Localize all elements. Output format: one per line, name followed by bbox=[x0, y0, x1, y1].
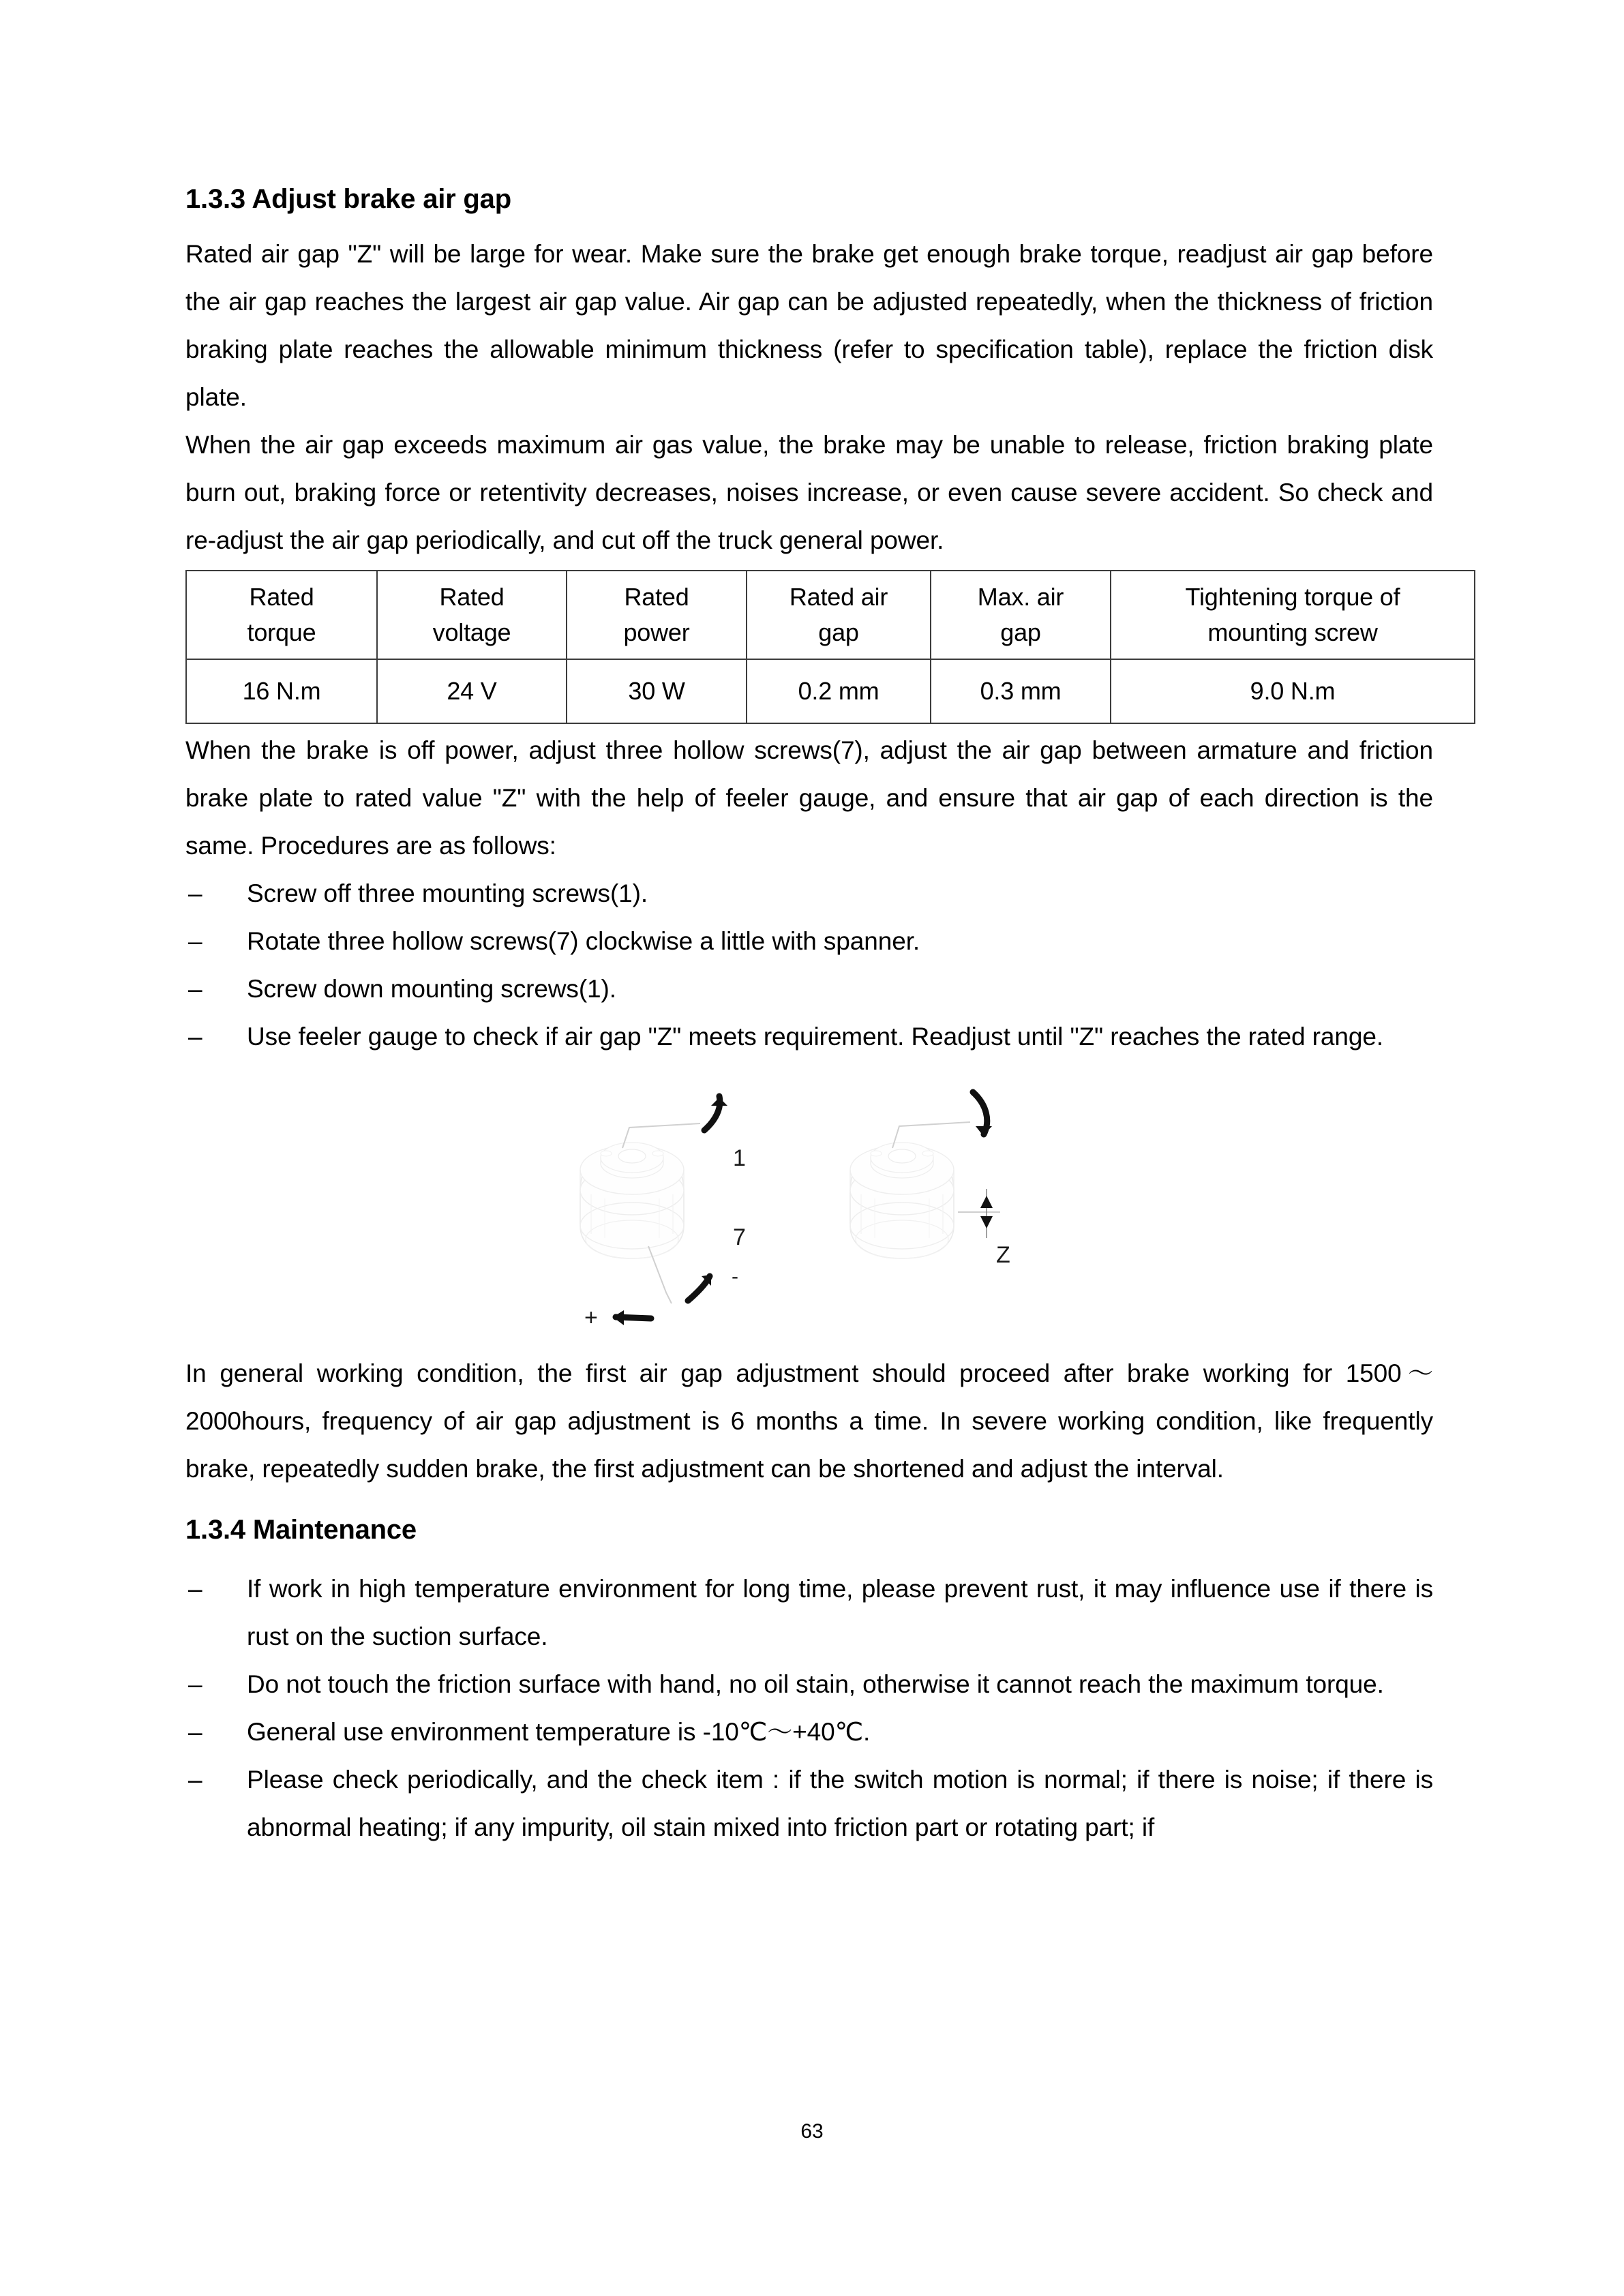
figure-label-mounting-screw: 1 bbox=[733, 1145, 746, 1171]
table-header-cell-rated-power bbox=[567, 571, 747, 659]
list-item-text: Do not touch the friction surface with hand, no oil stain, otherwise it cannot reach the maximum torque. bbox=[247, 1670, 1384, 1698]
header-line-1: Rated bbox=[249, 583, 314, 611]
list-item-text: Screw off three mounting screws(1). bbox=[247, 879, 648, 907]
bullet-dash-marker: – bbox=[188, 975, 202, 1003]
figure-inner bbox=[564, 1068, 1055, 1340]
left-brake-body bbox=[580, 1143, 684, 1258]
figure-label-hollow-screw: 7 bbox=[733, 1224, 746, 1250]
header-line-1: Rated bbox=[439, 583, 505, 611]
paragraph-air-gap-exceeds: When the air gap exceeds maximum air gas value, the brake may be unable to release, friction braking plate burn out, braking force or retentivity decreases, noises increase, or even cause severe accident. So check and re-adjust the air gap periodically, and cut off the truck general power. bbox=[185, 431, 1433, 554]
list-item bbox=[185, 1661, 1433, 1708]
header-line-2: gap bbox=[818, 618, 859, 646]
bullet-dash-marker: – bbox=[188, 1023, 202, 1051]
header-line-1: Rated air bbox=[789, 583, 888, 611]
header-line-2: torque bbox=[247, 618, 316, 646]
procedure-steps-list bbox=[185, 870, 1433, 1061]
list-item bbox=[185, 1565, 1433, 1661]
section-heading-adjust-brake-air-gap: 1.3.3 Adjust brake air gap bbox=[185, 184, 511, 214]
bullet-dash-marker: – bbox=[188, 1670, 202, 1698]
paragraph-brake-off-power: When the brake is off power, adjust three hollow screws(7), adjust the air gap between armature and friction brake plate to rated value "Z" with the help of feeler gauge, and ensure that air gap of each direction is the same. Procedures are as follows: bbox=[185, 736, 1433, 860]
list-item bbox=[185, 870, 1433, 918]
table-header-cell-rated-air-gap bbox=[747, 571, 931, 659]
header-line-2: gap bbox=[1000, 618, 1041, 646]
right-brake-body bbox=[850, 1143, 954, 1258]
list-item bbox=[185, 1013, 1433, 1061]
table-cell-rated-air-gap-value: 0.2 mm bbox=[747, 659, 931, 723]
list-item bbox=[185, 1708, 1433, 1756]
list-item bbox=[185, 1756, 1433, 1852]
table-cell-tightening-torque-value: 9.0 N.m bbox=[1111, 659, 1475, 723]
table-cell-rated-power-value: 30 W bbox=[567, 659, 747, 723]
brake-assembly-illustration bbox=[564, 1068, 1055, 1340]
arrow-screw-down-head bbox=[976, 1126, 992, 1136]
table-header-cell-max-air-gap bbox=[931, 571, 1111, 659]
maintenance-items-list bbox=[185, 1565, 1433, 1852]
header-line-2: power bbox=[623, 618, 690, 646]
header-line-2: voltage bbox=[432, 618, 511, 646]
bullet-dash-marker: – bbox=[188, 927, 202, 955]
bullet-dash-marker: – bbox=[188, 1718, 202, 1746]
figure-label-plus-sign: + bbox=[584, 1305, 598, 1331]
header-line-1: Rated bbox=[624, 583, 689, 611]
table-header-row bbox=[186, 571, 1475, 659]
list-item-text: Use feeler gauge to check if air gap "Z" meets requirement. Readjust until "Z" reaches the rated range. bbox=[247, 1023, 1383, 1051]
table-cell-rated-voltage-value: 24 V bbox=[377, 659, 567, 723]
brake-adjustment-figure bbox=[185, 1068, 1433, 1340]
figure-label-air-gap-z: Z bbox=[996, 1242, 1010, 1268]
table-header-cell-rated-torque bbox=[186, 571, 377, 659]
figure-label-minus-sign: - bbox=[732, 1265, 738, 1288]
page-content bbox=[185, 183, 1433, 1852]
air-gap-dimension-marker bbox=[958, 1189, 1000, 1238]
section-heading-maintenance: 1.3.4 Maintenance bbox=[185, 1515, 417, 1545]
list-item bbox=[185, 918, 1433, 965]
header-line-1: Tightening torque of bbox=[1185, 583, 1400, 611]
table-header-cell-tightening-torque bbox=[1111, 571, 1475, 659]
bullet-dash-marker: – bbox=[188, 1766, 202, 1794]
list-item bbox=[185, 965, 1433, 1013]
brake-specification-table bbox=[185, 570, 1475, 724]
bullet-dash-marker: – bbox=[188, 879, 202, 907]
table-cell-max-air-gap-value: 0.3 mm bbox=[931, 659, 1111, 723]
table-cell-rated-torque-value: 16 N.m bbox=[186, 659, 377, 723]
list-item-text: If work in high temperature environment for long time, please prevent rust, it may influence use if there is rust on the suction surface. bbox=[247, 1575, 1433, 1650]
bullet-dash-marker: – bbox=[188, 1575, 202, 1603]
paragraph-rated-air-gap: Rated air gap "Z" will be large for wear. Make sure the brake get enough brake torque, readjust air gap before the air gap reaches the largest air gap value. Air gap can be adjusted repeatedly, when the thickness of friction braking plate reaches the allowable minimum thickness (refer to specification table), replace the friction disk plate. bbox=[185, 240, 1433, 411]
paragraph-general-working-condition: In general working condition, the first air gap adjustment should proceed after brake working for 1500～2000hours, frequency of air gap adjustment is 6 months a time. In severe working condition, like frequently brake, repeatedly sudden brake, the first adjustment can be shortened and adjust the interval. bbox=[185, 1359, 1433, 1483]
table-row bbox=[186, 659, 1475, 723]
header-line-2: mounting screw bbox=[1207, 618, 1378, 646]
list-item-text: General use environment temperature is -10℃～+40℃. bbox=[247, 1718, 871, 1746]
header-line-1: Max. air bbox=[977, 583, 1064, 611]
page-number: 63 bbox=[800, 2120, 824, 2143]
arrow-unscrew-head bbox=[711, 1098, 727, 1106]
list-item-text: Screw down mounting screws(1). bbox=[247, 975, 616, 1003]
list-item-text: Please check periodically, and the check item : if the switch motion is normal; if there is noise; if there is abnormal heating; if any impurity, oil stain mixed into friction part or rotating part; if bbox=[247, 1766, 1433, 1841]
table-header-cell-rated-voltage bbox=[377, 571, 567, 659]
arrow-increase-head bbox=[613, 1310, 624, 1325]
list-item-text: Rotate three hollow screws(7) clockwise a little with spanner. bbox=[247, 927, 920, 955]
